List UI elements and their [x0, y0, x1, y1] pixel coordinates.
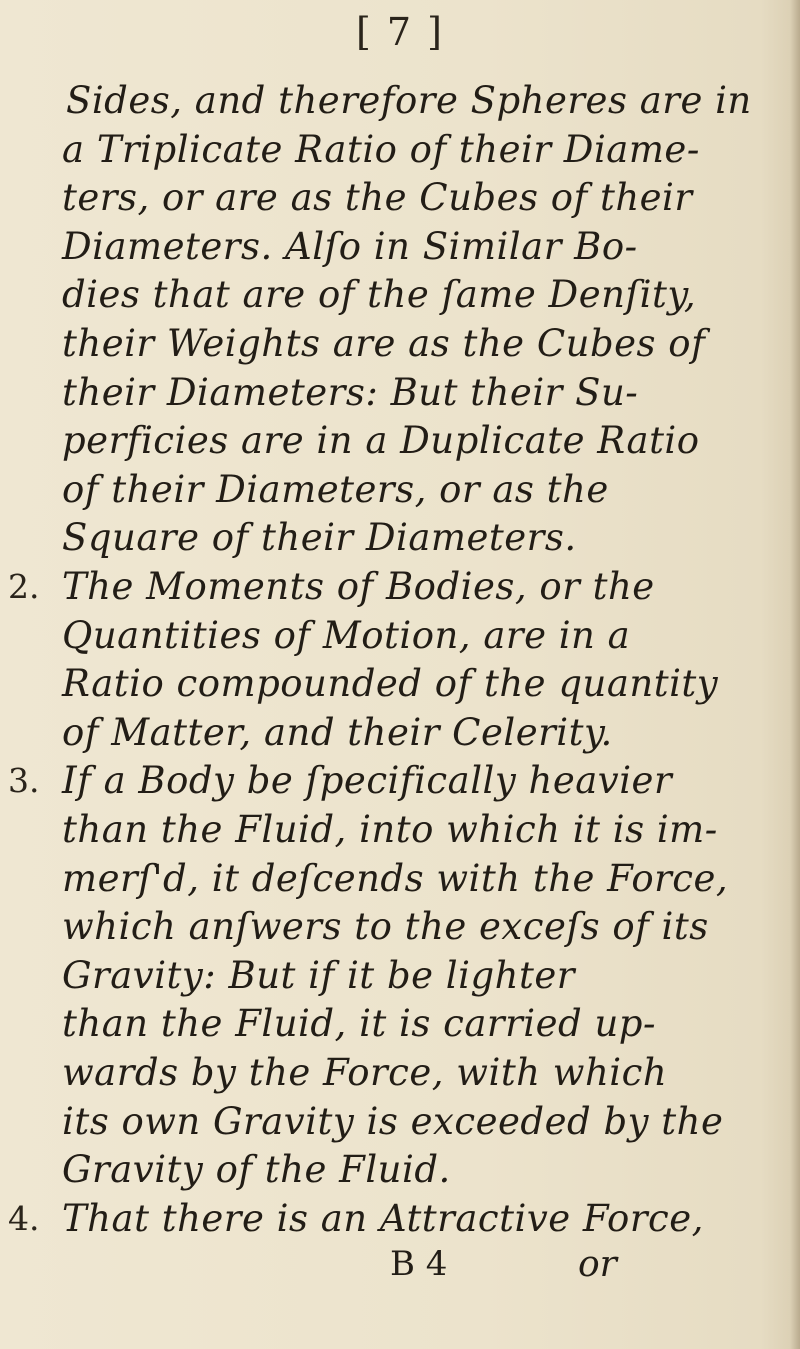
text-line: its own Gravity is exceeded by the — [62, 1100, 724, 1143]
text-line: Gravity: But if it be lighter — [62, 954, 575, 997]
text-line: Sides, and therefore Spheres are in — [66, 79, 752, 122]
paragraph-number: 4. — [8, 1199, 40, 1238]
text-line: The Moments of Bodies, or the — [62, 565, 655, 608]
text-line: than the Fluid, into which it is im- — [62, 808, 718, 851]
paragraph-number: 2. — [8, 567, 40, 606]
paragraph-number: 3. — [8, 761, 40, 800]
text-line: which anſwers to the exceſs of its — [62, 905, 709, 948]
text-line: than the Fluid, it is carried up- — [62, 1002, 656, 1045]
text-line: their Weights are as the Cubes of — [62, 322, 706, 365]
signature-mark: B 4 — [390, 1244, 448, 1284]
text-line: Gravity of the Fluid. — [62, 1148, 451, 1191]
text-line: Square of their Diameters. — [62, 516, 577, 559]
text-line: of their Diameters, or as the — [62, 468, 609, 511]
text-line: wards by the Force, with which — [62, 1051, 668, 1094]
text-line: dies that are of the ſame Denſity, — [62, 273, 697, 316]
text-line: merſ'd, it deſcends with the Force, — [62, 857, 729, 900]
page-number: [ 7 ] — [356, 10, 444, 54]
text-line: That there is an Attractive Force, — [62, 1197, 704, 1240]
text-line: If a Body be ſpecifically heavier — [62, 759, 673, 802]
text-line: perficies are in a Duplicate Ratio — [62, 419, 700, 462]
text-line: ters, or are as the Cubes of their — [62, 176, 693, 219]
text-line: Ratio compounded of the quantity — [62, 662, 719, 705]
text-line: of Matter, and their Celerity. — [62, 711, 613, 754]
text-line: Diameters. Alſo in Similar Bo- — [62, 225, 638, 268]
text-line: a Triplicate Ratio of their Diame- — [62, 128, 700, 171]
catchword: or — [578, 1244, 617, 1285]
page-edge-shadow — [790, 0, 800, 1349]
text-line: Quantities of Motion, are in a — [62, 614, 631, 657]
text-line: their Diameters: But their Su- — [62, 371, 639, 414]
